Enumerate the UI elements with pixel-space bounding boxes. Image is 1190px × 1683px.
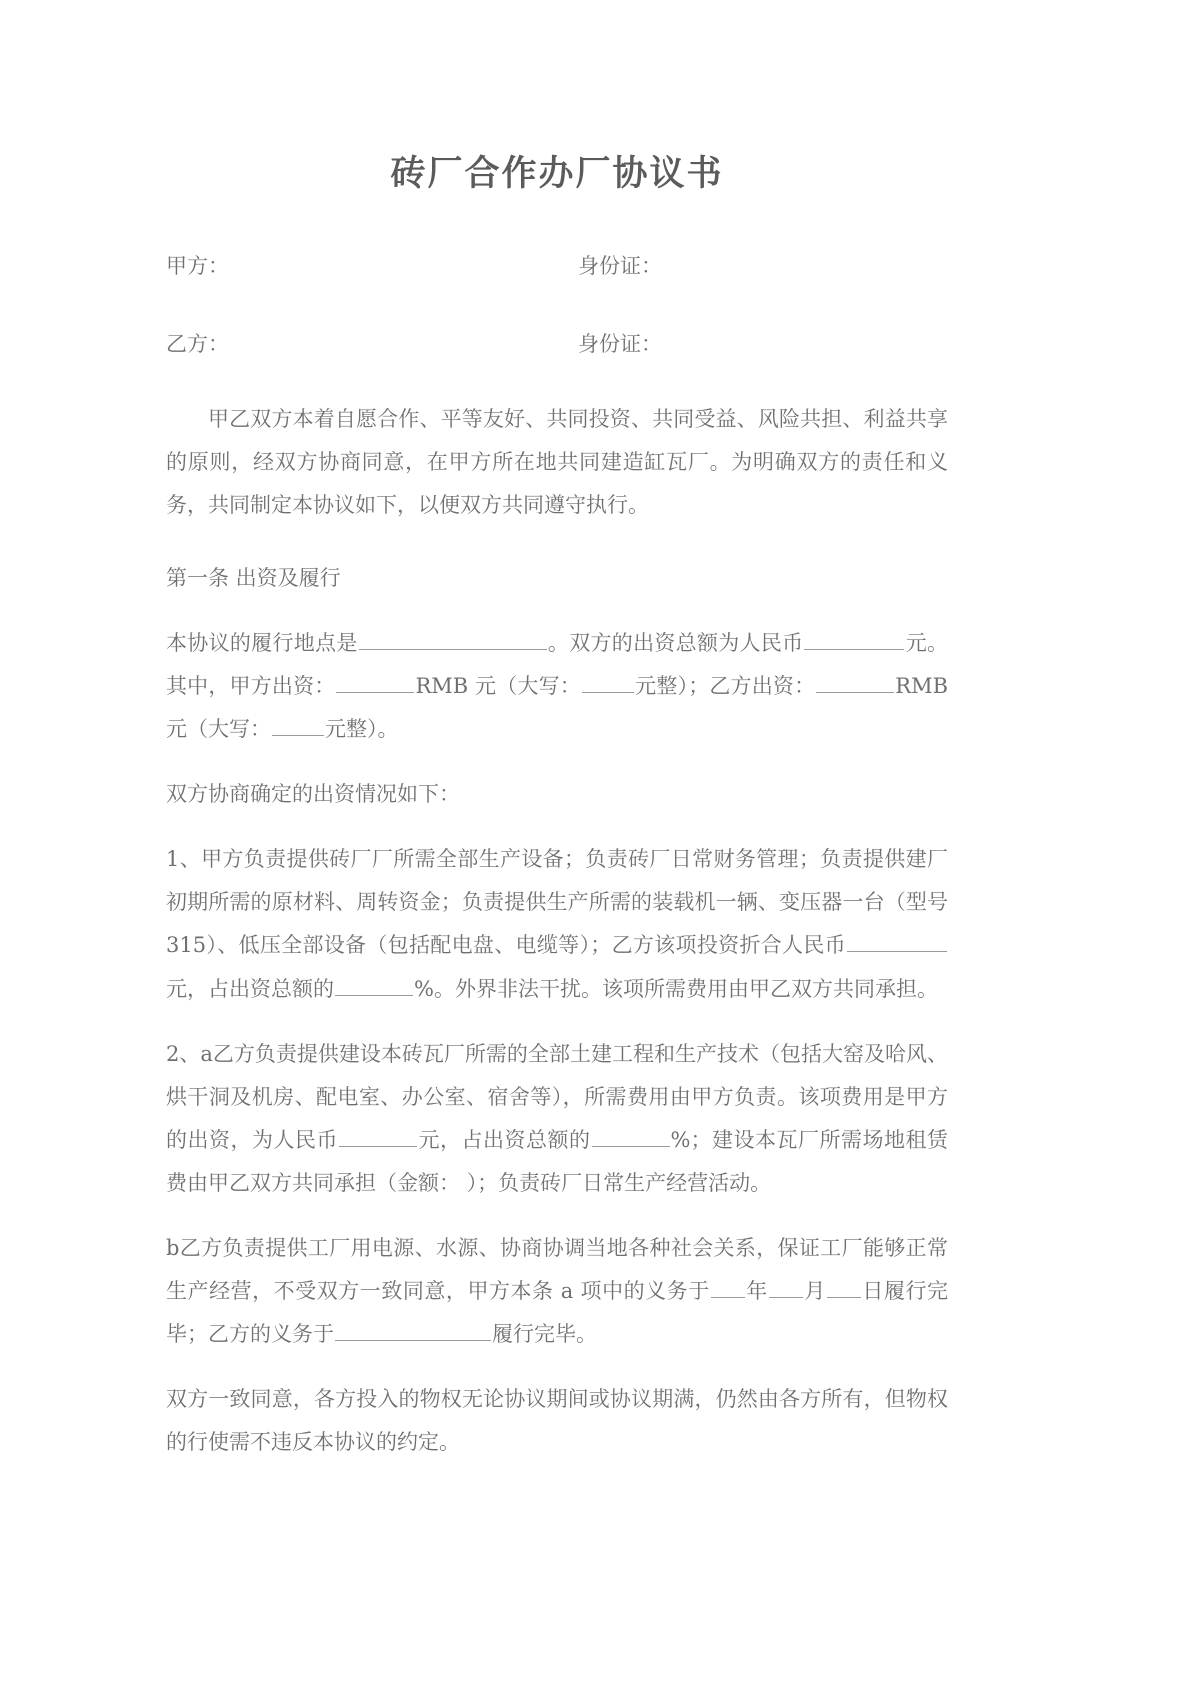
party-a-label: 甲方： [166,254,229,278]
clause-one-heading: 第一条 出资及履行 [166,566,341,591]
party-a-id-label: 身份证： [578,254,662,278]
item-2b-text-c: 月 [803,1278,826,1303]
item-2b-paragraph [166,1227,948,1356]
blank-item2b-year[interactable] [711,1275,745,1298]
blank-item2a-percentage[interactable] [592,1124,670,1147]
clause-one-text-c: 元。其中，甲方出资： [166,631,949,699]
party-row-second [166,329,948,361]
blank-item2b-party-b-deadline[interactable] [335,1318,491,1341]
item-2b-marker: b [166,1235,180,1260]
document-body [166,0,948,1464]
closing-paragraph: 双方一致同意，各方投入的物权无论协议期间或协议期满，仍然由各方所有，但物权的行使需不违反本协议的约定。 [166,1386,948,1454]
item-2a-paragraph [166,1033,948,1205]
funding-intro-paragraph: 双方协商确定的出资情况如下： [166,782,460,807]
blank-total-contribution[interactable] [804,627,904,650]
party-b-id-label: 身份证： [578,331,662,356]
party-b-label: 乙方： [166,331,229,356]
blank-item2b-day[interactable] [827,1275,861,1298]
blank-party-a-amount-words[interactable] [582,670,634,693]
item-1-marker: 1、 [166,847,202,872]
item-2b-text-a: 乙方负责提供工厂用电源、水源、协商协调当地各种社会关系，保证工厂能够正常生产经营，不受双方一致同意，甲方本条 a 项中的义务于 [166,1235,948,1303]
blank-party-b-amount[interactable] [816,670,894,693]
item-1-text-c: %。外界非法干扰。该项所需费用由甲乙双方共同承担。 [414,976,938,1001]
party-row-first [166,251,948,283]
blank-party-b-amount-words[interactable] [272,713,324,736]
blank-performance-location[interactable] [359,627,547,650]
item-2b-text-b: 年 [745,1278,768,1303]
clause-one-text-e: 元整）；乙方出资： [634,674,816,699]
clause-one-funding-paragraph [166,622,948,751]
blank-item2a-amount[interactable] [339,1124,417,1147]
clause-one-text-a: 本协议的履行地点是 [166,631,358,656]
blank-party-a-amount[interactable] [336,670,414,693]
item-2b-text-d: 日履行完毕；乙方的义务于 [166,1278,949,1346]
page-title: 砖厂合作办厂协议书 [390,154,724,194]
item-2a-text-c: %；建设本瓦厂所需场地租赁费由甲乙双方共同承担（金额： ）；负责砖厂日常生产经营活动。 [166,1127,949,1195]
item-2a-text-b: 元，占出资总额的 [418,1127,591,1152]
item-1-paragraph [166,838,948,1010]
blank-item1-investment-value[interactable] [847,929,947,952]
item-2a-text-a: 乙方负责提供建设本砖瓦厂所需的全部土建工程和生产技术（包括大窑及哈风、烘干洞及机房、配电室、办公室、宿舍等），所需费用由甲方负责。该项费用是甲方的出资，为人民币 [166,1041,948,1152]
clause-one-text-g: 元整）。 [325,717,399,742]
item-1-text-a: 甲方负责提供砖厂厂所需全部生产设备；负责砖厂日常财务管理；负责提供建厂初期所需的原材料、周转资金；负责提供生产所需的装载机一辆、变压器一台（型号315）、低压全部设备（包括配电盘、电缆等）；乙方该项投资折合人民币 [166,847,948,958]
blank-item1-percentage[interactable] [335,972,413,995]
clause-one-text-b: 。双方的出资总额为人民币 [547,631,804,656]
blank-item2b-month[interactable] [769,1275,803,1298]
preamble-paragraph: 甲乙双方本着自愿合作、平等友好、共同投资、共同受益、风险共担、利益共享的原则，经双方协商同意，在甲方所在地共同建造缸瓦厂。为明确双方的责任和义务，共同制定本协议如下，以便双方共同遵守执行。 [166,407,948,518]
item-1-text-b: 元，占出资总额的 [166,976,334,1001]
item-2b-text-e: 履行完毕。 [492,1321,597,1346]
clause-one-text-f: RMB 元（大写： [166,674,949,742]
item-2a-marker: 2、a [166,1041,213,1066]
clause-one-text-d: RMB 元（大写： [415,674,581,699]
